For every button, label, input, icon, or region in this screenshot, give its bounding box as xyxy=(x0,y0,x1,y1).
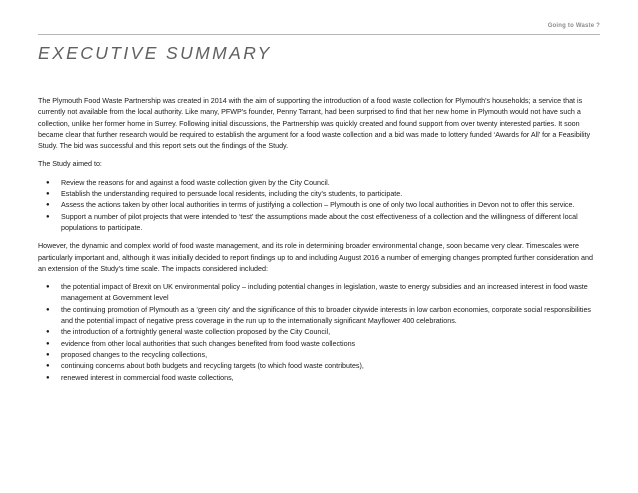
bullet-icon: ● xyxy=(46,329,50,336)
list-item-text: proposed changes to the recycling collections, xyxy=(61,350,208,359)
list-item-text: the introduction of a fortnightly general waste collection proposed by the City Council, xyxy=(61,328,331,337)
bullet-icon: ● xyxy=(46,202,50,209)
list-item xyxy=(38,178,600,189)
list-item xyxy=(38,361,600,372)
list-item xyxy=(38,305,600,328)
list-item-text: Assess the actions taken by other local authorities in terms of justifying a collection – Plymouth is one of only two local authorities in Devon not to offer this service. xyxy=(61,201,575,210)
list-item xyxy=(38,212,600,235)
bullet-icon: ● xyxy=(46,284,50,291)
list-item-text: renewed interest in commercial food waste collections, xyxy=(61,373,234,382)
study-aims-list xyxy=(38,178,600,234)
bullet-icon: ● xyxy=(46,179,50,186)
list-item-text: the continuing promotion of Plymouth as a ‘green city’ and the significance of this to broader citywide interests in low carbon economies, corporate social responsibilities and the potential impact of negative press coverage in the run up to the internationally significant Mayflower 400 celebrations. xyxy=(61,305,592,326)
bullet-icon: ● xyxy=(46,213,50,220)
list-item-text: continuing concerns about both budgets and recycling targets (to which food waste contributes), xyxy=(61,362,364,371)
list-item xyxy=(38,373,600,384)
study-aims-intro: The Study aimed to: xyxy=(38,160,102,169)
running-header: Going to Waste ? xyxy=(547,23,600,29)
bullet-icon: ● xyxy=(46,351,50,358)
list-item xyxy=(38,189,600,200)
second-paragraph: However, the dynamic and complex world of food waste management, and its role in determining broader environmental change, soon became very clear. Timescales were particularly important and, although it was initially decided to report findings up to and including August 2016 a number of emerging changes prompted further consideration and an extension of the Study’s time scale. The impacts considered included: xyxy=(38,242,593,273)
list-item xyxy=(38,327,600,338)
list-item xyxy=(38,200,600,211)
list-item-text: Establish the understanding required to persuade local residents, including the city’s students, to participate. xyxy=(61,190,403,199)
impacts-list xyxy=(38,282,600,384)
bullet-icon: ● xyxy=(46,191,50,198)
list-item xyxy=(38,350,600,361)
list-item-text: Support a number of pilot projects that were intended to ‘test’ the assumptions made about the cost effectiveness of a collection and the willingness of different local populations to participate. xyxy=(61,212,578,232)
list-item-text: evidence from other local authorities that such changes benefited from food waste collections xyxy=(61,339,356,348)
list-item xyxy=(38,339,600,350)
bullet-icon: ● xyxy=(46,340,50,347)
bullet-icon: ● xyxy=(46,363,50,370)
page-title: EXECUTIVE SUMMARY xyxy=(38,43,272,63)
list-item-text: the potential impact of Brexit on UK environmental policy – including potential changes in legislation, waste to energy subsidies and an increased interest in food waste management at Government level xyxy=(61,283,588,303)
document-body xyxy=(38,96,600,391)
header-divider xyxy=(38,34,600,35)
list-item-text: Review the reasons for and against a food waste collection given by the City Council. xyxy=(61,178,330,187)
bullet-icon: ● xyxy=(46,306,50,313)
bullet-icon: ● xyxy=(46,374,50,381)
list-item xyxy=(38,282,600,305)
intro-paragraph: The Plymouth Food Waste Partnership was created in 2014 with the aim of supporting the introduction of a food waste collection for Plymouth’s households; a service that is currently not available from the local authority. Like many, PFWP’s founder, Penny Tarrant, had been surprised to find that her new home in Plymouth would not have such a collection, unlike her former home in Surrey. Following initial discussions, the Partnership was quickly created and found support from over twenty interested parties. It soon became clear that further research would be required to establish the argument for a food waste collection and a bid was made to lottery funded ‘Awards for All’ for a Feasibility Study. The bid was successful and this report sets out the findings of the Study. xyxy=(38,97,591,151)
